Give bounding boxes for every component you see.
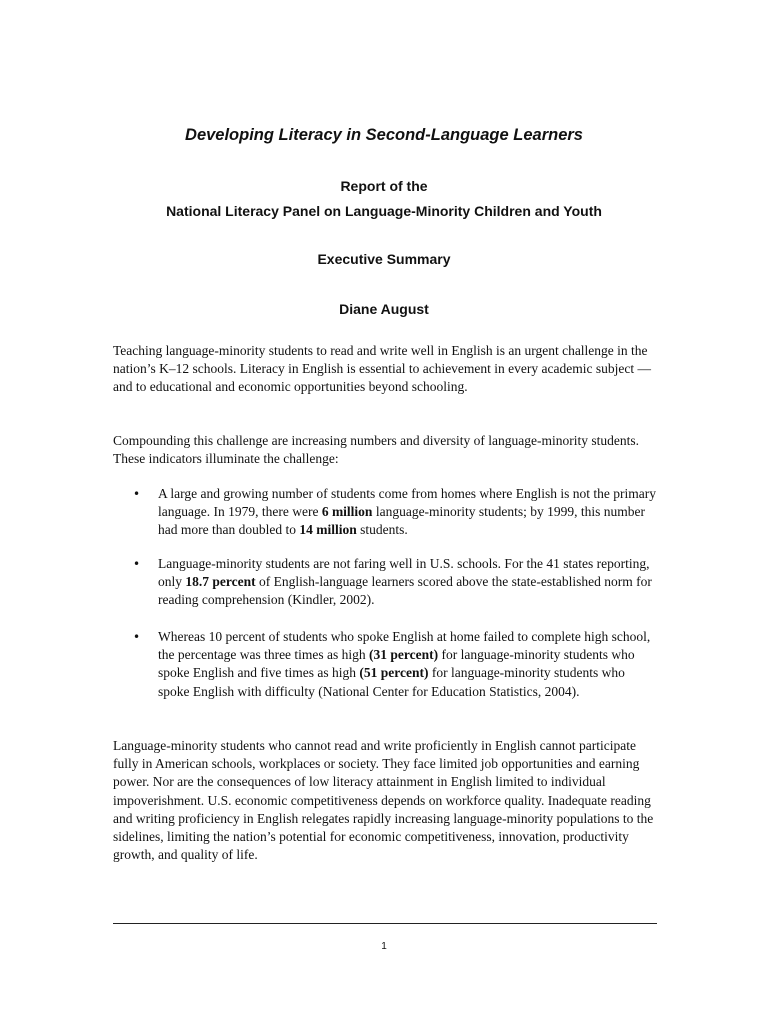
report-heading-line2: National Literacy Panel on Language-Minority Children and Youth xyxy=(166,203,602,219)
text-run: A large and growing number of students come from homes where English is not the primary language. In 1979, there were xyxy=(158,486,657,520)
text-run: Language-minority students are not faring well in U.S. schools. For the 41 states reporting, only xyxy=(158,556,650,590)
report-heading-line1: Report of the xyxy=(340,178,428,194)
text-run: for language-minority students who spoke English with difficulty (National Center for Education Statistics, 2004). xyxy=(158,665,625,699)
bold-run: (31 percent) xyxy=(369,647,439,663)
text-run: of English-language learners scored above the state-established norm for reading comprehension (Kindler, 2002). xyxy=(158,574,652,608)
intro-paragraph: Teaching language-minority students to read and write well in English is an urgent challenge in the nation’s K–12 schools. Literacy in English is essential to achievement in every academic subject — and to educational and economic opportunities beyond schooling. xyxy=(113,343,651,395)
text-run: for language-minority students who spoke English and five times as high xyxy=(158,647,635,681)
bold-run: 18.7 percent xyxy=(185,574,256,590)
closing-paragraph: Language-minority students who cannot read and write proficiently in English cannot participate fully in American schools, workplaces or society. They face limited job opportunities and earning power. Nor are the consequences of low literacy attainment in English limited to individual impoverishment. U.S. economic competitiveness depends on workforce quality. Inadequate reading and writing proficiency in English relegates rapidly increasing language-minority populations to the sidelines, limiting the nation’s potential for economic competitiveness, innovation, productivity growth, and quality of life. xyxy=(113,738,654,863)
list-item-text xyxy=(158,628,658,701)
compounding-paragraph: Compounding this challenge are increasing numbers and diversity of language-minority students. These indicators illuminate the challenge: xyxy=(113,433,640,467)
page-number: 1 xyxy=(381,941,387,952)
text-run: students. xyxy=(356,522,408,538)
bold-run: (51 percent) xyxy=(359,665,429,681)
text-run: Whereas 10 percent of students who spoke English at home failed to complete high school, the percentage was three times as high xyxy=(158,629,651,663)
list-item-text xyxy=(158,485,658,540)
author-name: Diane August xyxy=(339,301,429,317)
bullet-icon: • xyxy=(133,557,141,571)
bold-run: 6 million xyxy=(321,504,373,520)
document-title: Developing Literacy in Second-Language Learners xyxy=(185,126,583,144)
bold-run: 14 million xyxy=(299,522,357,538)
list-item-text xyxy=(158,555,658,610)
bullet-icon: • xyxy=(133,487,141,501)
footer-divider xyxy=(113,923,657,924)
bullet-icon: • xyxy=(133,630,141,644)
text-run: language-minority students; by 1999, this number had more than doubled to xyxy=(158,504,646,538)
section-heading: Executive Summary xyxy=(317,251,451,267)
